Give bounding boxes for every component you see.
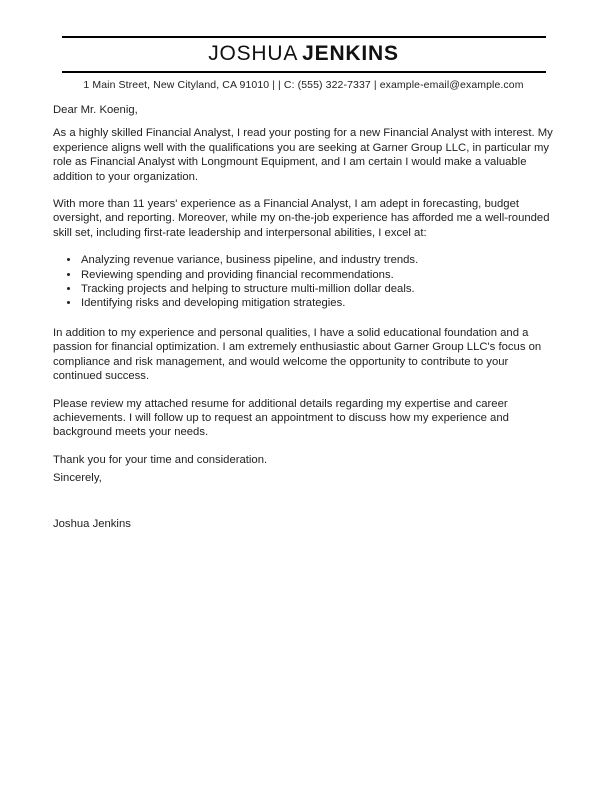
letter-body [53,103,558,531]
skills-list-item: • Analyzing revenue variance, business pipeline, and industry trends. [80,253,558,267]
skills-list-item: • Tracking projects and helping to structure multi-million dollar deals. [80,282,558,296]
header-bottom-rule [62,71,546,73]
skills-list-item: • Identifying risks and developing mitigation strategies. [80,296,558,310]
paragraph-experience: With more than 11 years' experience as a Financial Analyst, I am adept in forecasting, budget oversight, and reporting. Moreover, while my on-the-job experience has afforded me a well-rounded skill set, including first-rate leadership and interpersonal abilities, I excel at: [53,198,550,239]
skills-list [53,253,558,311]
paragraph-intro: As a highly skilled Financial Analyst, I read your posting for a new Financial Analyst with interest. My experience aligns well with the qualifications you are seeking at Garner Group LLC, in particular my role as Financial Analyst with Longmount Equipment, and I am certain I would make a valuable addition to your organization. [53,127,553,183]
salutation: Dear Mr. Koenig, [53,104,138,116]
letter-header [0,0,607,91]
paragraph-followup: Please review my attached resume for additional details regarding my expertise and career achievements. I will follow up to request an appointment to discuss how my experience and background meets your needs. [53,397,509,439]
candidate-last-name: JENKINS [302,42,399,65]
paragraph-education: In addition to my experience and personal qualities, I have a solid educational foundation and a passion for financial optimization. I am extremely enthusiastic about Garner Group LLC's focus on compliance and risk management, and would welcome the opportunity to contribute to your continued success. [53,326,542,383]
skills-list-item: • Reviewing spending and providing financial recommendations. [80,268,558,282]
header-top-rule [62,36,546,38]
thanks-line: Thank you for your time and consideration. [53,453,268,466]
contact-line: 1 Main Street, New Cityland, CA 91010 | | C: (555) 322-7337 | example-email@example.com [83,79,524,91]
closing-line: Sincerely, [53,472,102,485]
candidate-first-name: JOSHUA [208,42,299,65]
signature-name: Joshua Jenkins [53,517,131,530]
candidate-name [0,41,607,67]
